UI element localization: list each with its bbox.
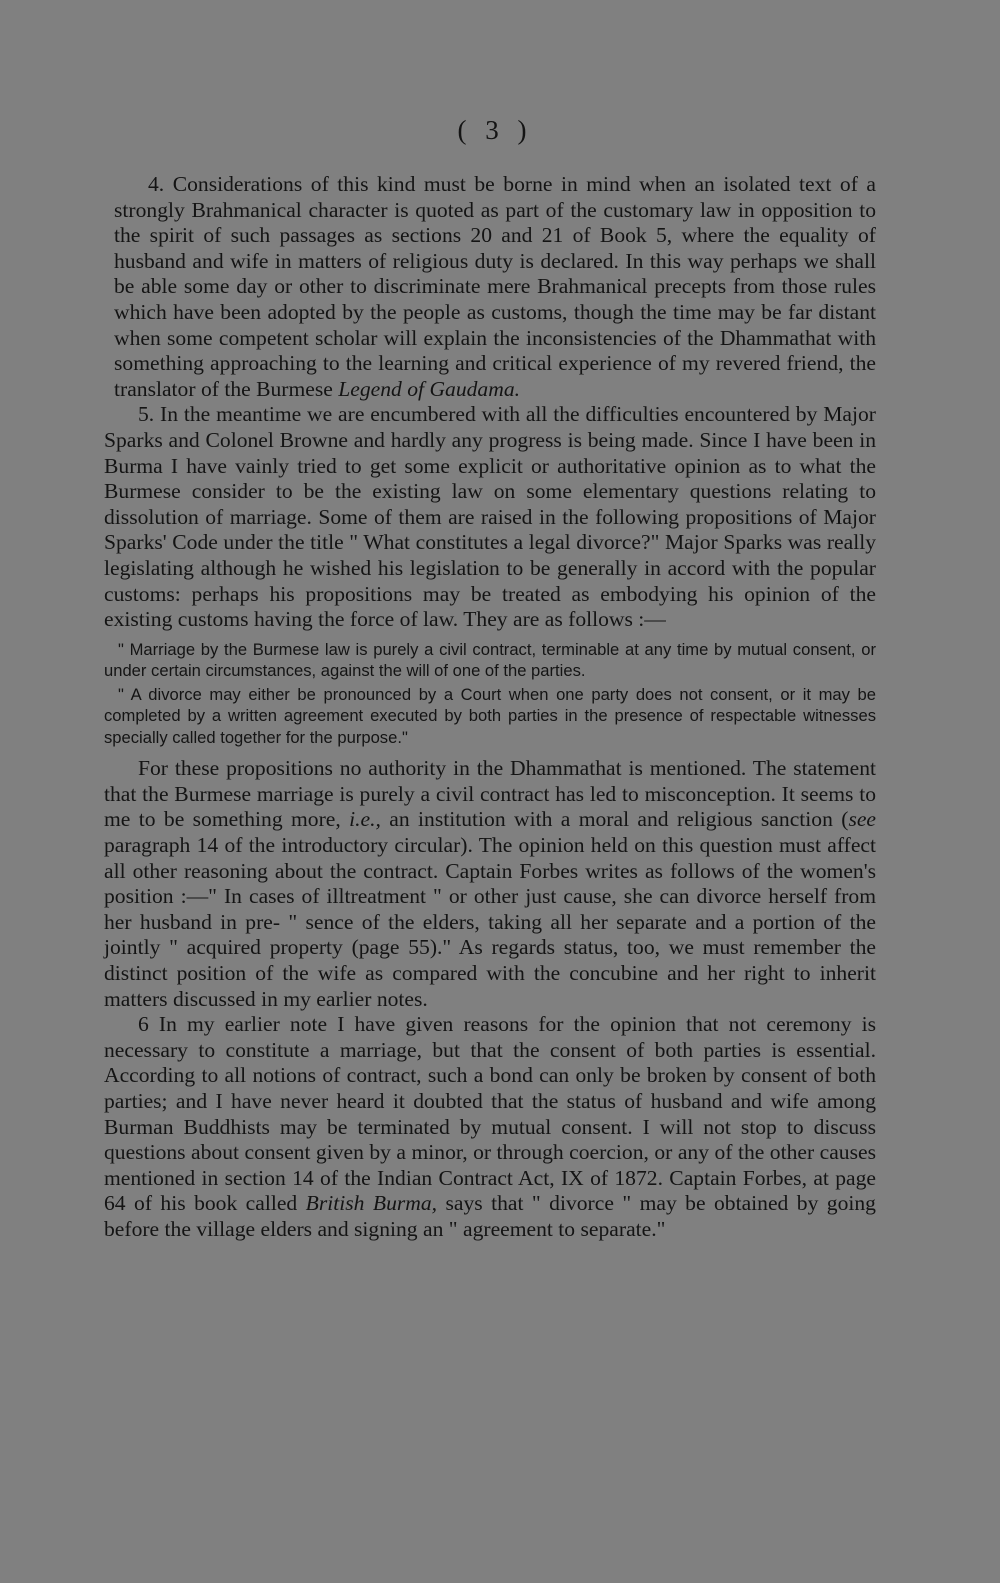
paragraph-6-text-2: says that " divorce " may be obtained by going before the village elders and signing an " agreement to separate." <box>104 1191 876 1241</box>
paragraph-4 <box>114 172 876 402</box>
paragraph-after-quote-text-2: an institution with a moral and religious sanction ( <box>380 807 849 832</box>
paragraph-after-quote <box>104 756 876 1012</box>
paragraph-5 <box>104 402 876 632</box>
paragraph-5-text: 5. In the meantime we are encumbered with all the difficulties encountered by Major Sparks and Colonel Browne and hardly any progress is being made. Since I have been in Burma I have vainly tried to get some explicit or authoritative opinion as to what the Burmese consider to be the existing law on some elementary questions relating to dissolution of marriage. Some of them are raised in the following propositions of Major Sparks' Code under the title " What constitutes a legal divorce?" Major Sparks was really legislating although he wished his legislation to be generally in accord with the popular customs: perhaps his propositions may be treated as embodying his opinion of the existing customs having the force of law. They are as follows :— <box>104 402 876 632</box>
page-number: ( 3 ) <box>457 115 533 145</box>
paragraph-6-text-1: 6 In my earlier note I have given reasons for the opinion that not ceremony is necessary to constitute a marriage, but that the consent of both parties is essential. According to all notions of contract, such a bond can only be broken by consent of both parties; and I have never heard it doubted that the status of husband and wife among Burman Buddhists may be terminated by mutual consent. I will not stop to discuss questions about consent given by a minor, or through coercion, or any of the other causes mentioned in section 14 of the Indian Contract Act, IX of 1872. Captain Forbes, at page 64 of his book called <box>104 1012 876 1216</box>
abbrev-ie: i.e., <box>349 807 381 832</box>
document-page <box>104 112 876 1242</box>
paragraph-4-text: 4. Considerations of this kind must be borne in mind when an isolated text of a strongly Brahmanical character is quoted as part of the customary law in opposition to the spirit of such passages as sections 20 and 21 of Book 5, where the equality of husband and wife in matters of religious duty is declared. In this way perhaps we shall be able some day or other to discriminate mere Brahmanical precepts from those rules which have been adopted by the people as customs, though the time may be far distant when some competent scholar will explain the inconsistencies of the Dhammathat with something approaching to the learning and critical experience of my revered friend, the translator of the Burmese <box>114 172 876 401</box>
word-see: see <box>848 807 877 832</box>
book-title-legend-of-gaudama: Legend of Gaudama. <box>338 376 521 401</box>
book-title-british-burma: British Burma, <box>305 1191 438 1216</box>
paragraph-after-quote-text-1: For these propositions no authority in the Dhammathat is mentioned. The statement that the Burmese marriage is purely a civil contract has led to misconception. It seems to me to be something more, <box>104 756 876 832</box>
quote-marriage-contract: " Marriage by the Burmese law is purely a civil contract, terminable at any time by mutual consent, or under certain circumstances, against the will of one of the parties. <box>104 639 876 681</box>
quote-divorce-procedure: " A divorce may either be pronounced by a Court when one party does not consent, or it may be completed by a written agreement executed by both parties in the presence of respectable witnesses specially called together for the purpose." <box>104 684 876 747</box>
paragraph-6 <box>104 1012 876 1242</box>
paragraph-after-quote-text-3: paragraph 14 of the introductory circular). The opinion held on this question must affect all other reasoning about the contract. Captain Forbes writes as follows of the women's position :—" In cases of illtreatment " or other just cause, she can divorce herself from her husband in pre- " sence of the elders, taking all her separate and a portion of the jointly " acquired property (page 55)." As regards status, too, we must remember the distinct position of the wife as compared with the concubine and her right to inherit matters discussed in my earlier notes. <box>104 832 876 1011</box>
